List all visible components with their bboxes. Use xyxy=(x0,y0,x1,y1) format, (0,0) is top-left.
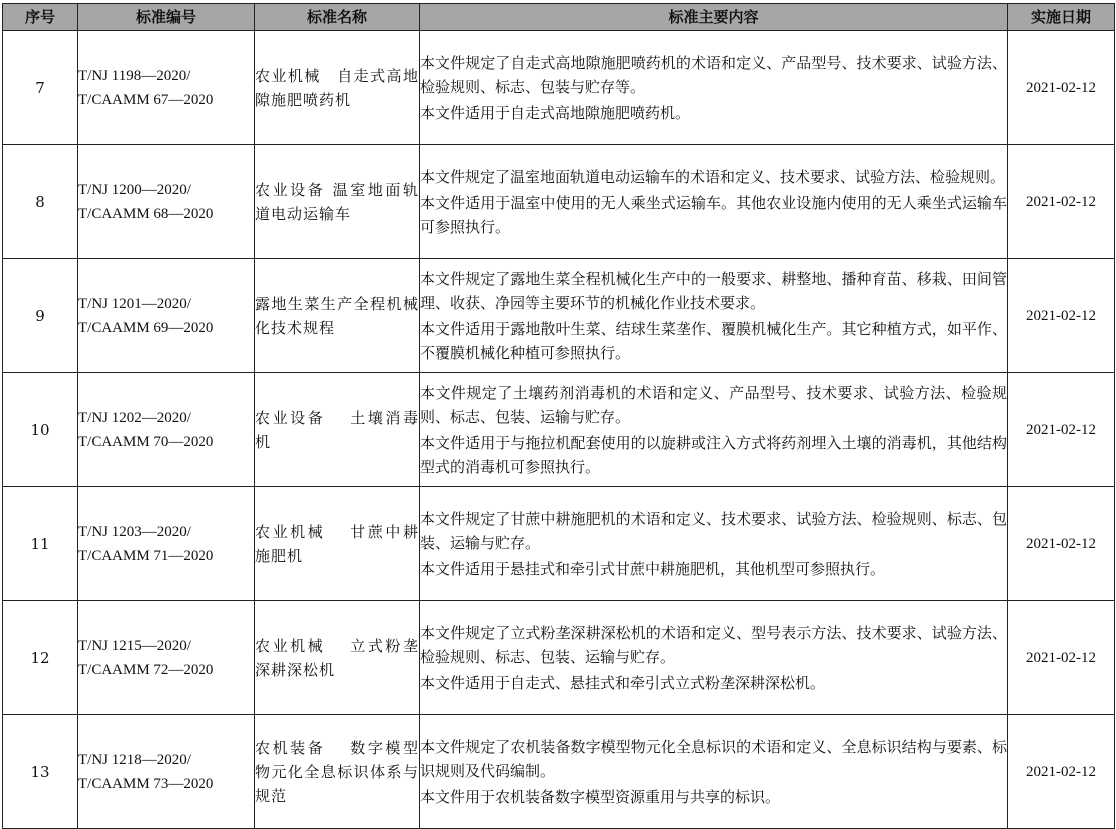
table-row xyxy=(3,373,1115,487)
header-content: 标准主要内容 xyxy=(420,4,1008,31)
table-row xyxy=(3,145,1115,259)
seq-cell: 11 xyxy=(3,487,78,601)
content-cell xyxy=(420,487,1008,601)
seq-cell: 9 xyxy=(3,259,78,373)
content-cell xyxy=(420,715,1008,829)
table-row xyxy=(3,601,1115,715)
content-applicability: 本文件用于农机装备数字模型资源重用与共享的标识。 xyxy=(420,787,781,806)
date-cell: 2021-02-12 xyxy=(1008,373,1115,487)
code-line-2: T/CAAMM 68—2020 xyxy=(78,205,214,222)
code-cell xyxy=(78,601,255,715)
code-cell xyxy=(78,145,255,259)
name-cell: 农机装备 数字模型物元化全息标识体系与规范 xyxy=(255,715,420,829)
seq-cell: 12 xyxy=(3,601,78,715)
code-cell xyxy=(78,487,255,601)
content-scope: 本文件规定了温室地面轨道电动运输车的术语和定义、技术要求、试验方法、检验规则。 xyxy=(420,167,1006,186)
table-row xyxy=(3,715,1115,829)
content-cell xyxy=(420,31,1008,145)
name-cell: 农业设备 温室地面轨道电动运输车 xyxy=(255,145,420,259)
seq-cell: 13 xyxy=(3,715,78,829)
seq-cell: 7 xyxy=(3,31,78,145)
header-code: 标准编号 xyxy=(78,4,255,31)
content-cell xyxy=(420,601,1008,715)
date-cell: 2021-02-12 xyxy=(1008,601,1115,715)
content-cell xyxy=(420,259,1008,373)
seq-cell: 10 xyxy=(3,373,78,487)
name-cell: 露地生菜生产全程机械化技术规程 xyxy=(255,259,420,373)
content-scope: 本文件规定了自走式高地隙施肥喷药机的术语和定义、产品型号、技术要求、试验方法、检验规则、标志、包装与贮存等。 xyxy=(420,53,1007,96)
content-scope: 本文件规定了农机装备数字模型物元化全息标识的术语和定义、全息标识结构与要素、标识规则及代码编制。 xyxy=(420,737,1007,780)
code-cell xyxy=(78,715,255,829)
code-line-1: T/NJ 1203—2020/ xyxy=(78,523,191,540)
header-row xyxy=(3,4,1115,31)
content-scope: 本文件规定了立式粉垄深耕深松机的术语和定义、型号表示方法、技术要求、试验方法、检验规则、标志、包装、运输与贮存。 xyxy=(420,623,1007,666)
code-line-2: T/CAAMM 71—2020 xyxy=(78,547,214,564)
header-seq: 序号 xyxy=(3,4,78,31)
seq-cell: 8 xyxy=(3,145,78,259)
code-cell xyxy=(78,259,255,373)
content-applicability: 本文件适用于自走式高地隙施肥喷药机。 xyxy=(420,103,691,122)
table-row xyxy=(3,259,1115,373)
name-cell: 农业机械 甘蔗中耕施肥机 xyxy=(255,487,420,601)
code-line-1: T/NJ 1202—2020/ xyxy=(78,409,191,426)
standards-table xyxy=(2,3,1115,829)
code-line-2: T/CAAMM 70—2020 xyxy=(78,433,214,450)
code-line-2: T/CAAMM 69—2020 xyxy=(78,319,214,336)
content-applicability: 本文件适用于露地散叶生菜、结球生菜垄作、覆膜机械化生产。其它种植方式，如平作、不覆膜机械化种植可参照执行。 xyxy=(420,319,1007,362)
content-scope: 本文件规定了露地生菜全程机械化生产中的一般要求、耕整地、播种育苗、移栽、田间管理、收获、净园等主要环节的机械化作业技术要求。 xyxy=(420,269,1007,312)
content-applicability: 本文件适用于自走式、悬挂式和牵引式立式粉垄深耕深松机。 xyxy=(420,673,826,692)
code-line-1: T/NJ 1218—2020/ xyxy=(78,751,191,768)
content-applicability: 本文件适用于与拖拉机配套使用的以旋耕或注入方式将药剂埋入土壤的消毒机，其他结构型式的消毒机可参照执行。 xyxy=(420,433,1007,476)
header-name: 标准名称 xyxy=(255,4,420,31)
code-line-1: T/NJ 1200—2020/ xyxy=(78,181,191,198)
code-line-2: T/CAAMM 72—2020 xyxy=(78,661,214,678)
name-cell: 农业机械 自走式高地隙施肥喷药机 xyxy=(255,31,420,145)
content-scope: 本文件规定了土壤药剂消毒机的术语和定义、产品型号、技术要求、试验方法、检验规则、标志、包装、运输与贮存。 xyxy=(420,383,1007,426)
code-line-2: T/CAAMM 67—2020 xyxy=(78,91,214,108)
date-cell: 2021-02-12 xyxy=(1008,145,1115,259)
date-cell: 2021-02-12 xyxy=(1008,487,1115,601)
content-cell xyxy=(420,145,1008,259)
name-cell: 农业机械 立式粉垄深耕深松机 xyxy=(255,601,420,715)
content-applicability: 本文件适用于温室中使用的无人乘坐式运输车。其他农业设施内使用的无人乘坐式运输车可参照执行。 xyxy=(420,193,1007,236)
content-applicability: 本文件适用于悬挂式和牵引式甘蔗中耕施肥机，其他机型可参照执行。 xyxy=(420,559,886,578)
code-cell xyxy=(78,31,255,145)
header-date: 实施日期 xyxy=(1008,4,1115,31)
code-line-1: T/NJ 1201—2020/ xyxy=(78,295,191,312)
code-line-1: T/NJ 1215—2020/ xyxy=(78,637,191,654)
content-cell xyxy=(420,373,1008,487)
code-cell xyxy=(78,373,255,487)
date-cell: 2021-02-12 xyxy=(1008,31,1115,145)
content-scope: 本文件规定了甘蔗中耕施肥机的术语和定义、技术要求、试验方法、检验规则、标志、包装、运输与贮存。 xyxy=(420,509,1007,552)
name-cell: 农业设备 土壤消毒机 xyxy=(255,373,420,487)
date-cell: 2021-02-12 xyxy=(1008,715,1115,829)
code-line-1: T/NJ 1198—2020/ xyxy=(78,67,191,84)
table-row xyxy=(3,31,1115,145)
code-line-2: T/CAAMM 73—2020 xyxy=(78,775,214,792)
date-cell: 2021-02-12 xyxy=(1008,259,1115,373)
table-row xyxy=(3,487,1115,601)
